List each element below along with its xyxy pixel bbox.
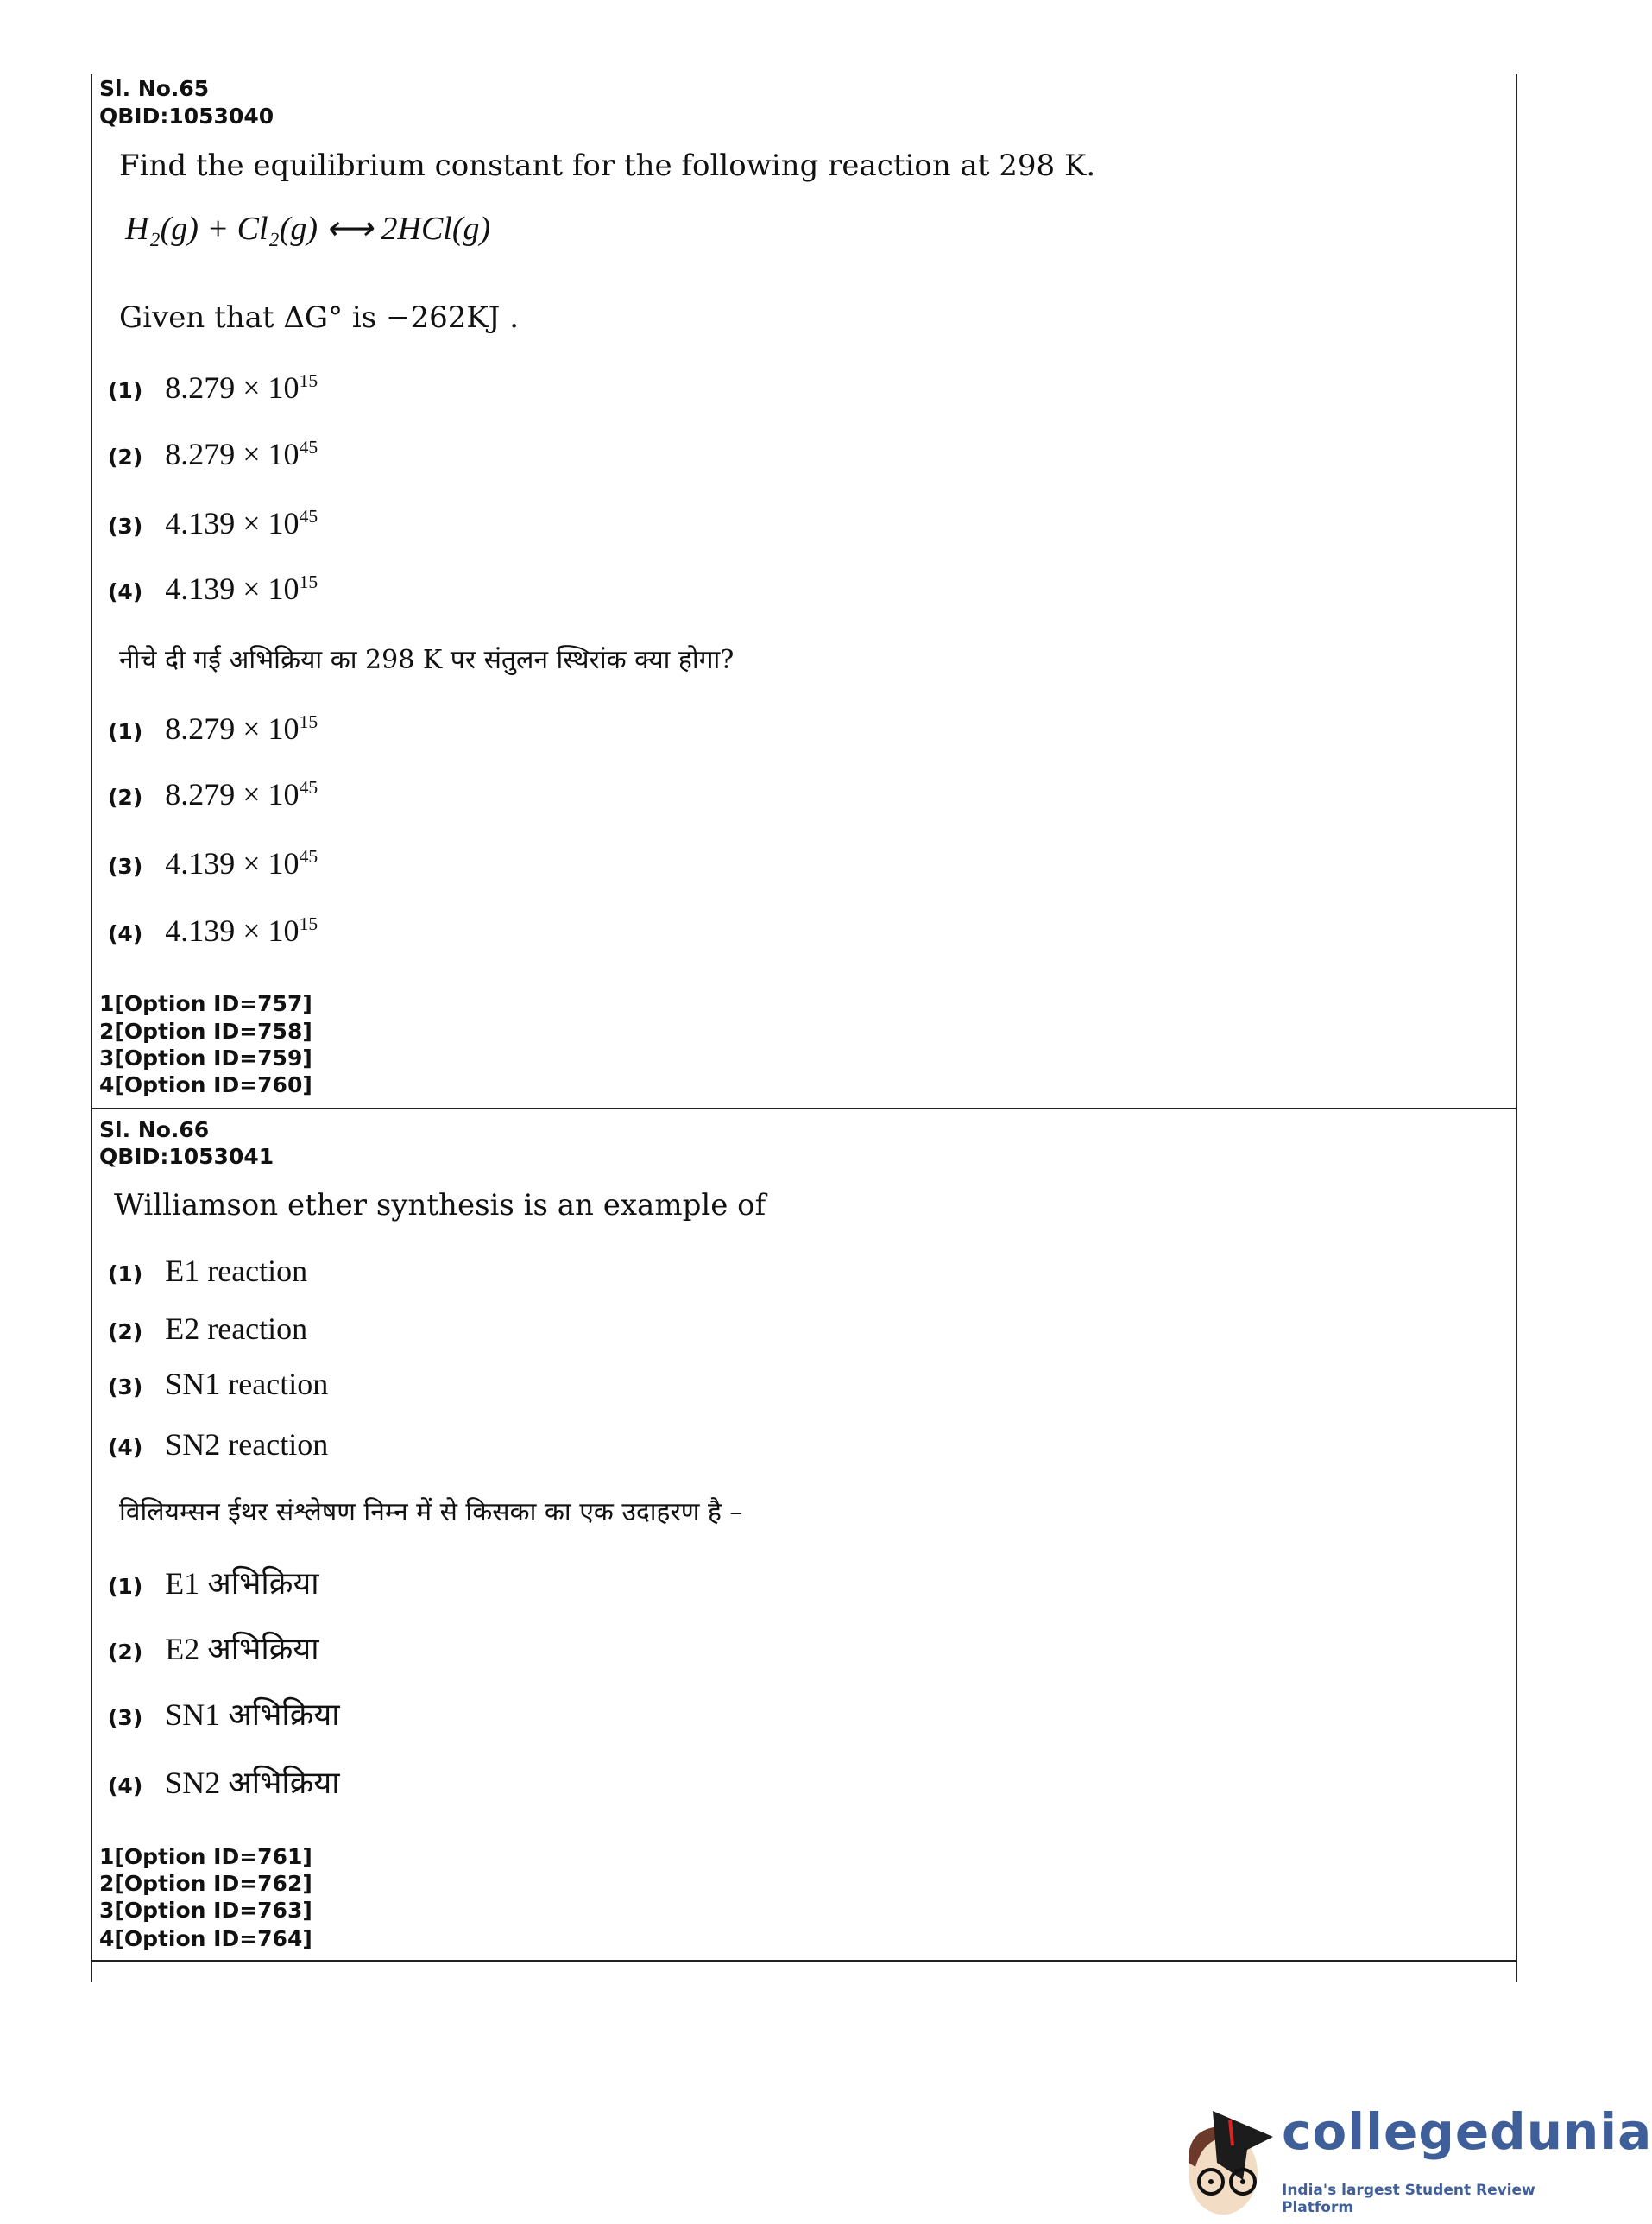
given-text: Given that ΔG° is −262KJ . [119,300,520,335]
collegedunia-logo [1178,2102,1652,2219]
option-number: (4) [108,921,143,946]
option-value [165,1366,328,1402]
option-number: (4) [108,579,143,604]
option [108,436,318,472]
option [108,845,318,881]
option [108,1366,328,1402]
option-value-text: E2 अभिक्रिया [165,1632,319,1666]
option-value-text: E2 reaction [165,1311,308,1346]
option-id: 3[Option ID=759] [99,1046,312,1071]
option-value-text: 8.279 × 10 [165,711,300,746]
brand-name: collegedunia [1282,2102,1652,2161]
option-value [165,845,318,881]
option [108,1561,319,1603]
option-id: 2[Option ID=762] [99,1871,312,1896]
exponent: 45 [299,506,318,527]
serial-number: Sl. No.66 [99,1117,210,1142]
option-number: (2) [108,445,143,470]
option-value-text: 8.279 × 10 [165,777,300,812]
question-text-hindi: नीचे दी गई अभिक्रिया का 298 K पर संतुलन स्थिरांक क्या होगा? [119,645,735,675]
option-number: (2) [108,1640,143,1665]
option-value [165,913,318,949]
option-value-text: SN1 reaction [165,1367,329,1401]
qbid: QBID:1053041 [99,1144,274,1169]
option-value [165,571,318,607]
option-number: (4) [108,1435,143,1460]
option [108,370,318,406]
right-border [1516,74,1517,1982]
option-number: (2) [108,785,143,810]
qbid: QBID:1053040 [99,104,274,129]
option-number: (3) [108,1374,143,1399]
question-text: Williamson ether synthesis is an example of [114,1188,766,1223]
option-value [165,1627,318,1669]
option [108,1627,319,1669]
option-id: 3[Option ID=763] [99,1898,312,1923]
option-number: (1) [108,378,143,403]
option-id: 2[Option ID=758] [99,1019,312,1044]
option-value [165,436,318,472]
option [108,1311,307,1347]
option-value-text: 4.139 × 10 [165,572,300,606]
option-value [165,1561,318,1603]
option [108,1253,307,1289]
option [108,1426,328,1463]
option-value [165,711,318,747]
option-id: 4[Option ID=764] [99,1926,312,1951]
option [108,711,318,747]
option-value-text: SN2 अभिक्रिया [165,1766,340,1800]
option-value [165,505,318,541]
exponent: 15 [299,711,318,732]
exponent: 15 [299,913,318,934]
option-value-text: E1 reaction [165,1254,308,1288]
exponent: 15 [299,572,318,592]
equation: H₂(g) + Cl₂(g) ⟷ 2HCl(g) [125,211,491,247]
brand-tagline: India's largest Student Review Platform [1282,2182,1535,2216]
option [108,1760,340,1803]
question-text-hindi: विलियम्सन ईथर संश्लेषण निम्न में से किसका का एक उदाहरण है – [119,1497,743,1527]
exponent: 45 [299,437,318,458]
option [108,913,318,949]
option-id: 1[Option ID=757] [99,991,312,1016]
option-value [165,1692,339,1734]
option-value-text: 8.279 × 10 [165,370,300,405]
option-value [165,1426,328,1463]
option-value [165,1311,307,1347]
divider [91,1960,1517,1962]
option-id: 1[Option ID=761] [99,1844,312,1869]
exponent: 15 [299,370,318,391]
option-value [165,1760,339,1803]
option-value-text: 4.139 × 10 [165,913,300,948]
option [108,571,318,607]
option-id: 4[Option ID=760] [99,1072,312,1097]
option-value-text: 8.279 × 10 [165,437,300,471]
option-value [165,776,318,812]
option-value-text: E1 अभिक्रिया [165,1566,319,1601]
exponent: 45 [299,777,318,798]
option-number: (4) [108,1773,143,1798]
option-value-text: SN2 reaction [165,1427,329,1462]
exponent: 45 [299,846,318,867]
question-text: Find the equilibrium constant for the following reaction at 298 K. [119,148,1096,183]
option-number: (2) [108,1319,143,1344]
option [108,776,318,812]
option [108,505,318,541]
option-value-text: SN1 अभिक्रिया [165,1697,340,1732]
mascot-icon [1178,2102,1277,2219]
option-number: (1) [108,719,143,744]
option-value [165,1253,307,1289]
option-number: (3) [108,854,143,879]
option-number: (3) [108,514,143,539]
option-number: (3) [108,1705,143,1730]
option-value-text: 4.139 × 10 [165,846,300,881]
divider [91,1108,1517,1109]
left-border [91,74,92,1982]
option-number: (1) [108,1574,143,1599]
option [108,1692,340,1734]
option-value-text: 4.139 × 10 [165,506,300,540]
option-value [165,370,318,406]
option-number: (1) [108,1261,143,1286]
serial-number: Sl. No.65 [99,76,210,101]
